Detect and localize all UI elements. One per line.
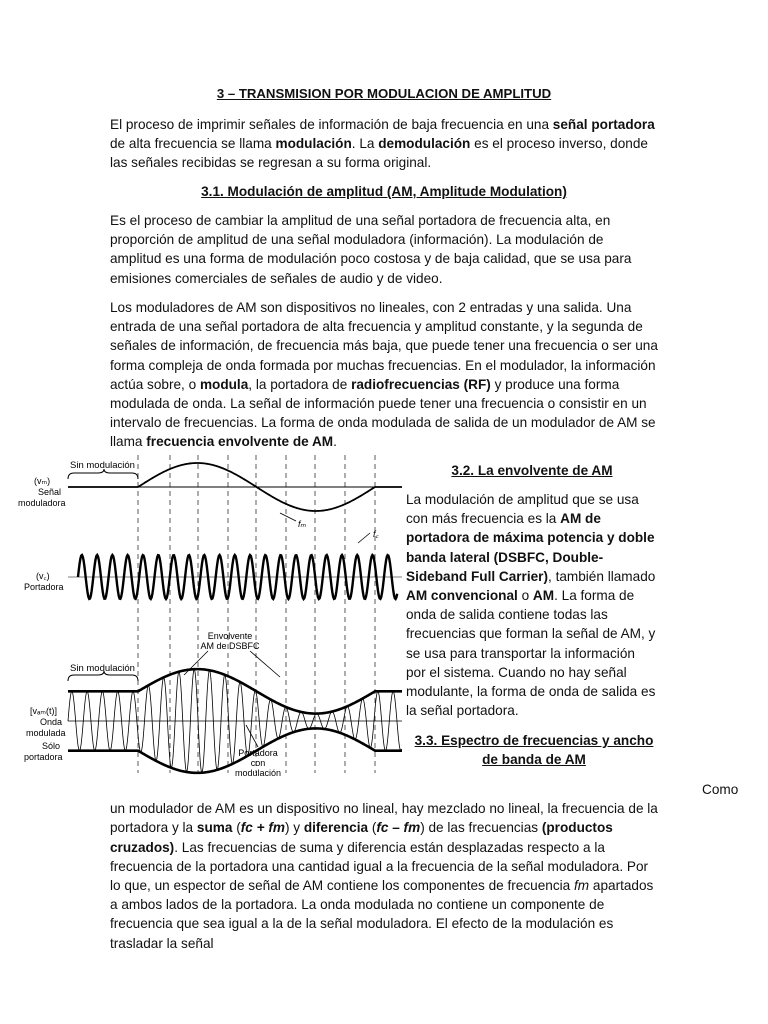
figure-label: (vₘ) — [34, 476, 51, 486]
waveform-group — [68, 455, 402, 773]
text: . La — [351, 136, 379, 152]
figure-label: AM de DSBFC — [200, 641, 260, 651]
italic-text: fc + fm — [240, 820, 285, 836]
figure-label: Sin modulación — [70, 460, 135, 471]
bold-text: frecuencia envolvente de AM — [146, 434, 334, 450]
figure-label: [vₐₘ(t)] — [30, 706, 57, 716]
text: Como un modulador de AM es un dispositivo no lineal, hay mezclado no lineal, la frecuencia de la portadora y la — [110, 782, 739, 836]
pointer-line — [280, 513, 296, 521]
text: apartados a ambos lados de la portadora. La onda modulada no contiene un componente de frecuencia que sea igual a la de la señal moduladora. El efecto de la modulación es trasladar la señal — [110, 878, 654, 951]
text: . Las frecuencias de suma y diferencia están desplazadas respecto a la frecuencia de la portadora una cantidad igual a la frecuencia de la señal moduladora. Por lo que, un espector de señal de AM contiene los componentes de frecuencia — [110, 839, 649, 894]
italic-text: fm — [574, 878, 590, 894]
bold-text: AM — [532, 588, 555, 604]
bold-text: modula — [199, 376, 249, 392]
text: Los moduladores de AM son dispositivos no lineales, con 2 entradas y una salida. Una entrada de una señal portadora de alta frecuencia y amplitud constante, y la segunda de señales de información, de frecuencia más baja, que puede tener una frecuencia o ser una forma compleja de onda formada por muchas frecuencias. En el modulador, la información actúa sobre, o — [110, 300, 658, 392]
section-3-3-paragraph — [110, 780, 739, 953]
text: ) y — [284, 820, 304, 836]
text: , también llamado — [548, 568, 656, 584]
section-3-2-title: 3.2. La envolvente de AM — [451, 463, 613, 478]
section-3-2-paragraph — [406, 490, 658, 720]
bold-text: suma — [196, 820, 233, 836]
figure-label: (v꜀) — [36, 571, 50, 581]
figure-label: f꜀ — [373, 529, 379, 539]
figure-label: Señal — [38, 487, 62, 497]
figure-label: modulada — [26, 728, 66, 738]
figure-label: Portadora — [24, 582, 64, 592]
italic-text: fc – fm — [376, 820, 421, 836]
text: El proceso de imprimir señales de información de baja frecuencia en una — [110, 117, 553, 132]
text: de alta frecuencia se llama — [110, 136, 276, 152]
figure-label: modulación — [234, 768, 282, 777]
bold-text: (productos cruzados) — [110, 820, 613, 855]
section-3-1-paragraph-1 — [110, 211, 658, 288]
figure-label: Portadora — [238, 748, 278, 758]
pointer-line — [358, 533, 370, 543]
text: . La forma de onda de salida contiene todas las frecuencias que forman la señal de AM, y se usa para transportar la información por el sistema. Cuando no hay señal modulante, la forma de onda de salida es la señal portadora. — [406, 588, 656, 719]
section-3-1-paragraph-2 — [110, 298, 658, 452]
bold-text: AM de portadora de máxima potencia y doble banda lateral (DSBFC, Double-Sideband Full Carrier) — [406, 511, 655, 584]
text: ( — [232, 820, 241, 836]
figure-label: fₘ — [298, 519, 307, 529]
text: ( — [368, 820, 377, 836]
bold-text: modulación — [275, 136, 352, 152]
text: , la portadora de — [248, 376, 352, 392]
figure-label: portadora — [24, 752, 63, 762]
am-waveform-figure — [18, 455, 402, 777]
bold-text: demodulación — [378, 136, 471, 152]
bold-text: señal portadora — [552, 117, 655, 132]
text: Es el proceso de cambiar la amplitud de una señal portadora de frecuencia alta, en proporción de amplitud de una señal moduladora (información). La modulación de amplitud es una forma de modulación poco costosa y de baja calidad, que se usa para emisiones comerciales de señales de audio y de video. — [110, 213, 632, 286]
pointer-line — [250, 651, 280, 677]
figure-label: Onda — [40, 717, 63, 727]
bold-text: radiofrecuencias (RF) — [351, 376, 491, 392]
figure-label: Envolvente — [207, 631, 253, 641]
text: o — [517, 588, 533, 604]
section-3-3-title: 3.3. Espectro de frecuencias y ancho de banda de AM — [414, 733, 654, 767]
bold-text: AM convencional — [406, 588, 518, 604]
page-title: 3 – TRANSMISION POR MODULACION DE AMPLITUD — [216, 86, 552, 101]
text: ) de las frecuencias — [420, 820, 542, 836]
lower-envelope — [68, 728, 402, 772]
figure-label: Sin modulación — [70, 663, 135, 674]
pointer-line — [184, 651, 208, 675]
text: y produce una forma modulada de onda. La señal de información puede tener una frecuencia o consistir en un intervalo de frecuencias. La forma de onda modulada de salida de un modulador de AM se llama — [110, 376, 656, 450]
text: La modulación de amplitud que se usa con más frecuencia es la — [406, 492, 639, 527]
section-3-1-title: 3.1. Modulación de amplitud (AM, Amplitude Modulation) — [201, 184, 567, 199]
figure-label: con — [250, 758, 266, 768]
bold-text: diferencia — [303, 820, 369, 836]
intro-paragraph — [110, 115, 658, 173]
figure-label: Sólo — [42, 741, 61, 751]
figure-label: moduladora — [18, 498, 66, 508]
text: . — [333, 434, 337, 450]
text: es el proceso inverso, donde las señales recibidas se regresan a su forma original. — [110, 136, 648, 171]
